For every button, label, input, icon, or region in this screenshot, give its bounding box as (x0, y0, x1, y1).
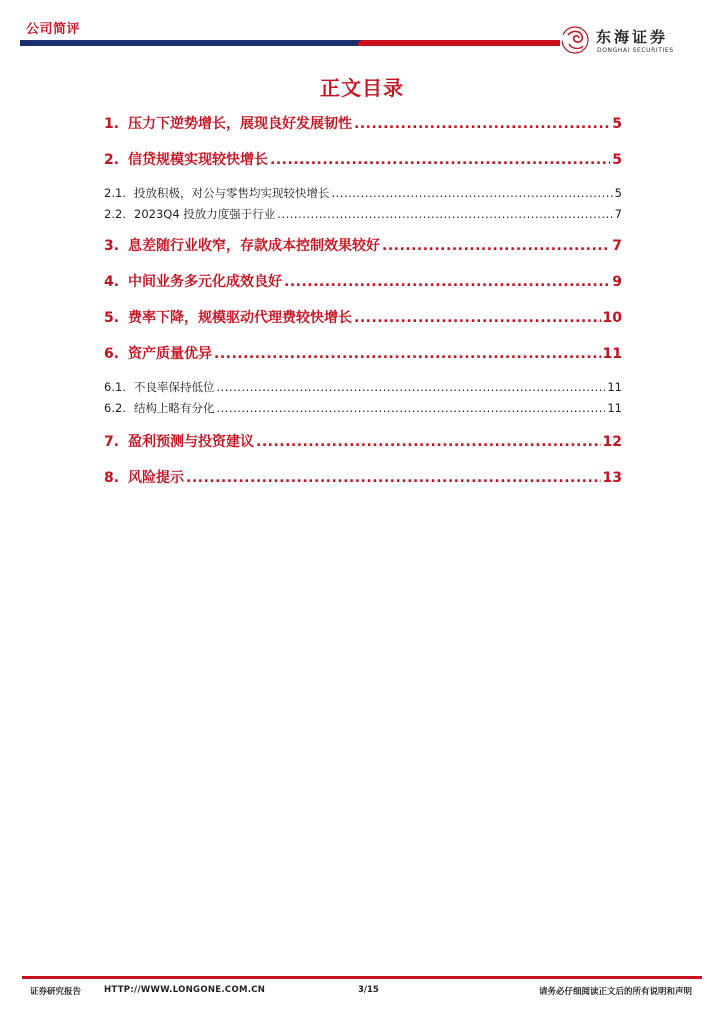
toc-entry-number: 5. (104, 310, 120, 326)
toc-entry-number: 8. (104, 470, 120, 486)
logo-chinese-name: 东海证券 (596, 28, 669, 46)
toc-entry-number: 2.2. (104, 207, 126, 221)
toc-subentry[interactable] (104, 379, 622, 395)
footer-page-number: 3/15 (358, 985, 379, 995)
toc-dot-leader (332, 186, 613, 200)
toc-entry-number: 2.1. (104, 186, 126, 200)
toc-dot-leader (217, 401, 606, 415)
toc-entry-page: 12 (602, 434, 622, 450)
toc-entry-page: 9 (612, 274, 622, 290)
toc-entry-title: 息差随行业收窄，存款成本控制效果较好 (128, 238, 380, 254)
toc-title: 正文目录 (320, 76, 404, 100)
toc-entry-page: 11 (607, 401, 622, 415)
page-header (0, 0, 724, 70)
toc-entry-title: 资产质量优异 (128, 346, 212, 362)
toc-entry[interactable] (104, 467, 622, 487)
toc-entry-title: 不良率保持低位 (134, 380, 215, 394)
toc-dot-leader (214, 346, 601, 362)
toc-dot-leader (354, 310, 601, 326)
toc-entry-page: 5 (612, 116, 622, 132)
toc-entry-number: 6. (104, 346, 120, 362)
toc-entry-title: 2023Q4 投放力度强于行业 (134, 207, 276, 221)
footer-disclaimer: 请务必仔细阅读正文后的所有说明和声明 (538, 987, 692, 997)
toc-entry[interactable] (104, 343, 622, 363)
header-bar (20, 40, 560, 46)
toc-entry-number: 6.1. (104, 380, 126, 394)
footer-report-label: 证券研究报告 (30, 987, 82, 997)
toc-dot-leader (270, 152, 610, 168)
toc-entry-page: 7 (612, 238, 622, 254)
toc-subentry[interactable] (104, 185, 622, 201)
footer-website-link[interactable]: HTTP://WWW.LONGONE.COM.CN (104, 985, 266, 995)
toc-entry-page: 11 (602, 346, 622, 362)
toc-dot-leader (382, 238, 610, 254)
toc-entry-page: 5 (614, 186, 622, 200)
toc-dot-leader (284, 274, 610, 290)
toc-dot-leader (277, 207, 612, 221)
toc-subentry[interactable] (104, 400, 622, 416)
toc-dot-leader (217, 380, 606, 394)
toc-subentry[interactable] (104, 206, 622, 222)
toc-entry-number: 7. (104, 434, 120, 450)
toc-entry-title: 信贷规模实现较快增长 (128, 152, 268, 168)
toc-entry-page: 10 (602, 310, 622, 326)
toc-entry-title: 中间业务多元化成效良好 (128, 274, 282, 290)
toc-entry-page: 7 (614, 207, 622, 221)
toc-entry-title: 压力下逆势增长，展现良好发展韧性 (128, 116, 352, 132)
dragon-seal-icon (560, 24, 590, 56)
footer-divider (22, 976, 702, 979)
toc-entry-page: 11 (607, 380, 622, 394)
toc-dot-leader (186, 470, 601, 486)
toc-entry-title: 费率下降，规模驱动代理费较快增长 (128, 310, 352, 326)
toc-entry[interactable] (104, 271, 622, 291)
toc-entry-number: 2. (104, 152, 120, 168)
toc-entry-number: 1. (104, 116, 120, 132)
toc-entry[interactable] (104, 113, 622, 133)
report-type-tag: 公司简评 (26, 22, 81, 37)
toc-entry-title: 风险提示 (128, 470, 184, 486)
toc-entry-number: 3. (104, 238, 120, 254)
logo-english-name: DONGHAI SECURITIES (597, 47, 674, 54)
toc-entry-title: 结构上略有分化 (134, 401, 215, 415)
toc-entry-number: 6.2. (104, 401, 126, 415)
toc-entry[interactable] (104, 149, 622, 169)
toc-dot-leader (354, 116, 610, 132)
header-bar-notch (352, 40, 362, 46)
toc-entry[interactable] (104, 307, 622, 327)
toc-entry-number: 4. (104, 274, 120, 290)
toc-entry[interactable] (104, 431, 622, 451)
toc-entry-page: 5 (612, 152, 622, 168)
toc-entry-title: 盈利预测与投资建议 (128, 434, 254, 450)
toc-entry-page: 13 (602, 470, 622, 486)
company-logo (560, 22, 710, 62)
toc-entry[interactable] (104, 235, 622, 255)
toc-entry-title: 投放积极，对公与零售均实现较快增长 (134, 186, 330, 200)
toc-dot-leader (256, 434, 601, 450)
